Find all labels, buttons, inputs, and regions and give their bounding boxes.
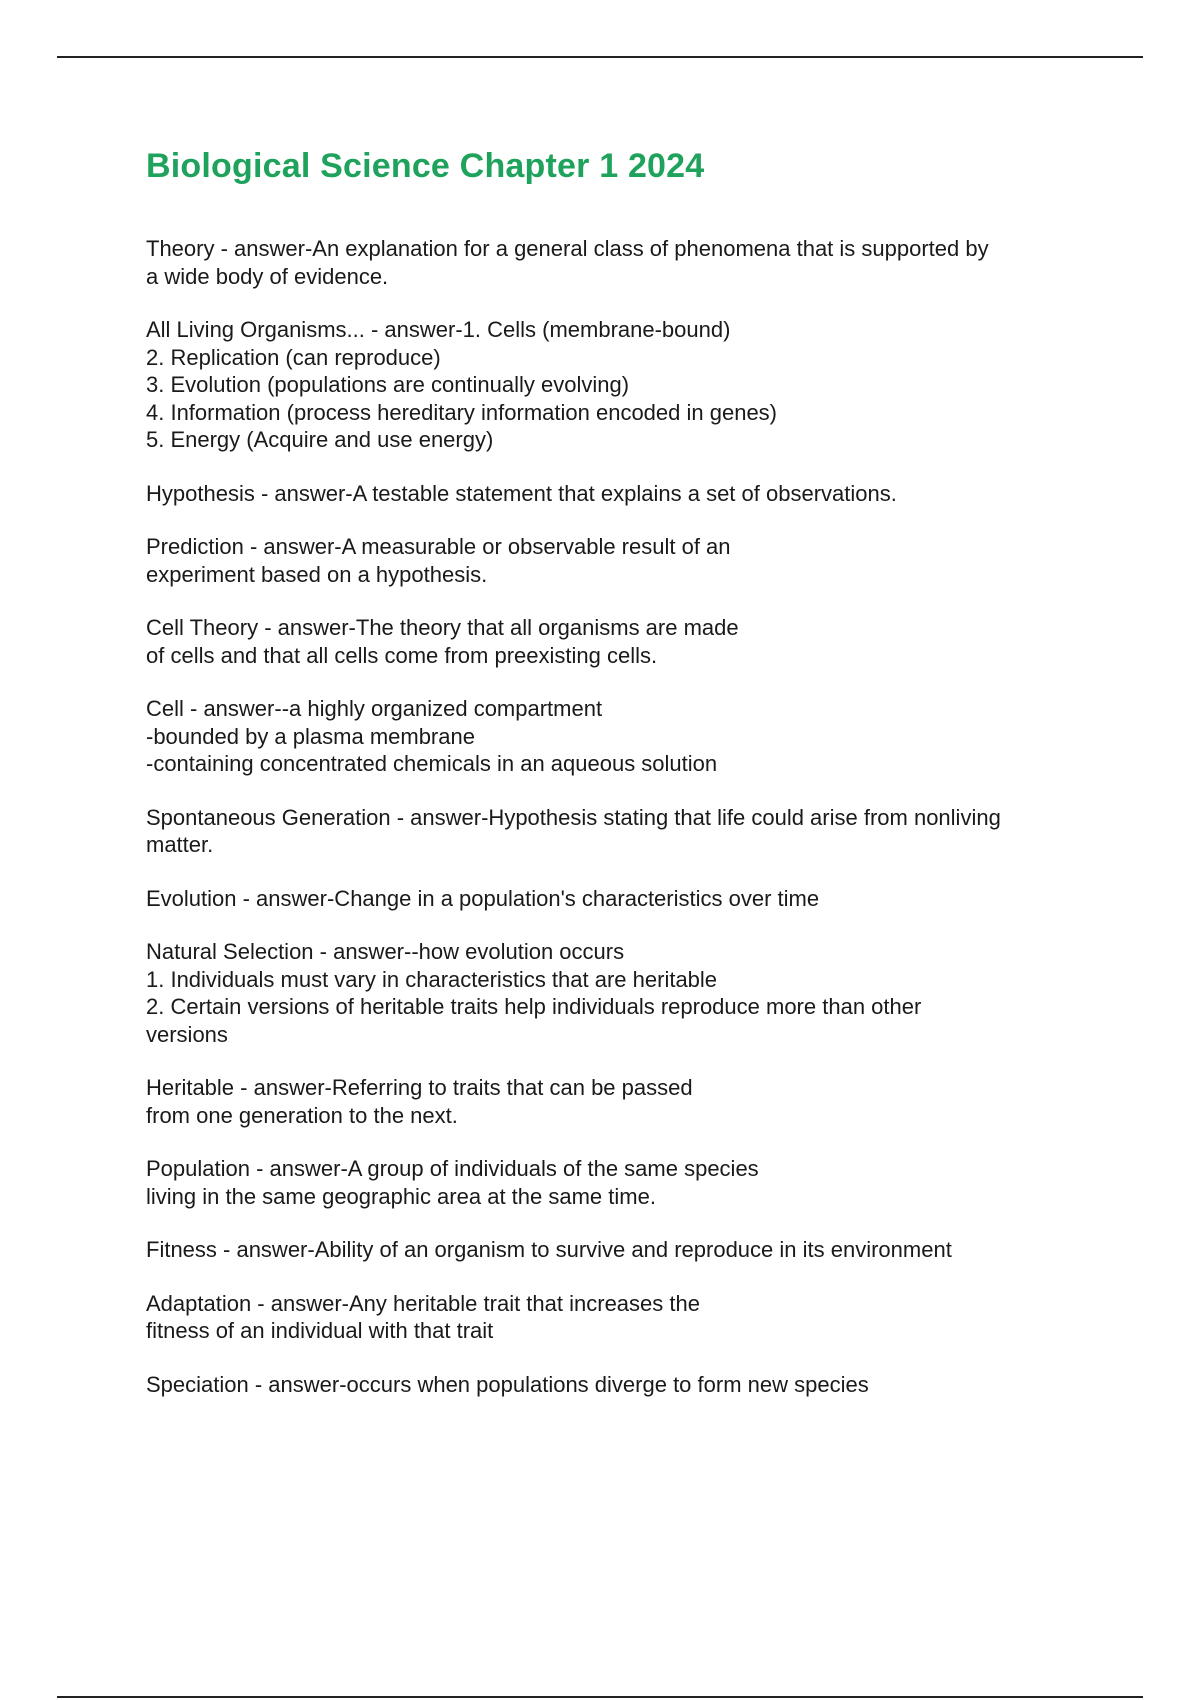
entry-line: 5. Energy (Acquire and use energy) <box>146 427 494 452</box>
flashcard-entry <box>146 1290 1106 1345</box>
flashcard-entry <box>146 235 1106 290</box>
entry-line: Hypothesis - answer-A testable statement that explains a set of observations. <box>146 480 897 506</box>
bottom-divider <box>57 1696 1143 1698</box>
entry-line: Speciation - answer-occurs when populations diverge to form new species <box>146 1371 869 1397</box>
document-title: Biological Science Chapter 1 2024 <box>146 147 705 185</box>
flashcard-entry <box>146 1236 1106 1264</box>
entry-line: Adaptation - answer-Any heritable trait that increases the <box>146 1290 700 1316</box>
entry-line: 2. Replication (can reproduce) <box>146 344 441 370</box>
entry-line: 3. Evolution (populations are continually evolving) <box>146 372 630 397</box>
flashcard-entry <box>146 480 1106 508</box>
entry-line: experiment based on a hypothesis. <box>146 561 488 587</box>
entry-line: Spontaneous Generation - answer-Hypothesis stating that life could arise from nonliving <box>146 804 1001 830</box>
top-divider <box>57 56 1143 58</box>
flashcard-entry <box>146 1074 1106 1129</box>
entry-line: Cell - answer--a highly organized compartment <box>146 696 603 721</box>
entry-line: Theory - answer-An explanation for a general class of phenomena that is supported by <box>146 236 989 261</box>
flashcard-entry <box>146 1371 1106 1399</box>
entry-line: Population - answer-A group of individuals of the same species <box>146 1156 759 1181</box>
entry-line: a wide body of evidence. <box>146 263 389 289</box>
document-body <box>146 140 1106 1424</box>
flashcard-entry <box>146 316 1106 454</box>
entry-line: Prediction - answer-A measurable or observable result of an <box>146 534 731 559</box>
entry-line: matter. <box>146 832 214 857</box>
flashcard-entry <box>146 533 1106 588</box>
entry-line: -bounded by a plasma membrane <box>146 723 475 749</box>
entry-line: Evolution - answer-Change in a population's characteristics over time <box>146 885 820 911</box>
flashcard-entry <box>146 804 1106 859</box>
flashcard-entry <box>146 614 1106 669</box>
entry-line: 4. Information (process hereditary information encoded in genes) <box>146 399 778 425</box>
entry-line: 2. Certain versions of heritable traits help individuals reproduce more than other <box>146 994 922 1019</box>
entry-line: fitness of an individual with that trait <box>146 1318 494 1343</box>
entry-line: Fitness - answer-Ability of an organism to survive and reproduce in its environment <box>146 1237 952 1262</box>
entry-line: Natural Selection - answer--how evolution occurs <box>146 939 625 964</box>
entry-line: -containing concentrated chemicals in an aqueous solution <box>146 751 718 776</box>
flashcard-list <box>146 235 1106 1398</box>
entry-line: Heritable - answer-Referring to traits that can be passed <box>146 1075 693 1100</box>
entry-line: of cells and that all cells come from preexisting cells. <box>146 642 658 668</box>
flashcard-entry <box>146 1155 1106 1210</box>
entry-line: Cell Theory - answer-The theory that all organisms are made <box>146 615 739 640</box>
flashcard-entry <box>146 938 1106 1048</box>
flashcard-entry <box>146 695 1106 778</box>
entry-line: living in the same geographic area at the same time. <box>146 1183 656 1209</box>
entry-line: 1. Individuals must vary in characteristics that are heritable <box>146 966 718 992</box>
flashcard-entry <box>146 885 1106 913</box>
entry-line: All Living Organisms... - answer-1. Cells (membrane-bound) <box>146 317 731 342</box>
entry-line: from one generation to the next. <box>146 1102 458 1128</box>
entry-line: versions <box>146 1021 228 1047</box>
